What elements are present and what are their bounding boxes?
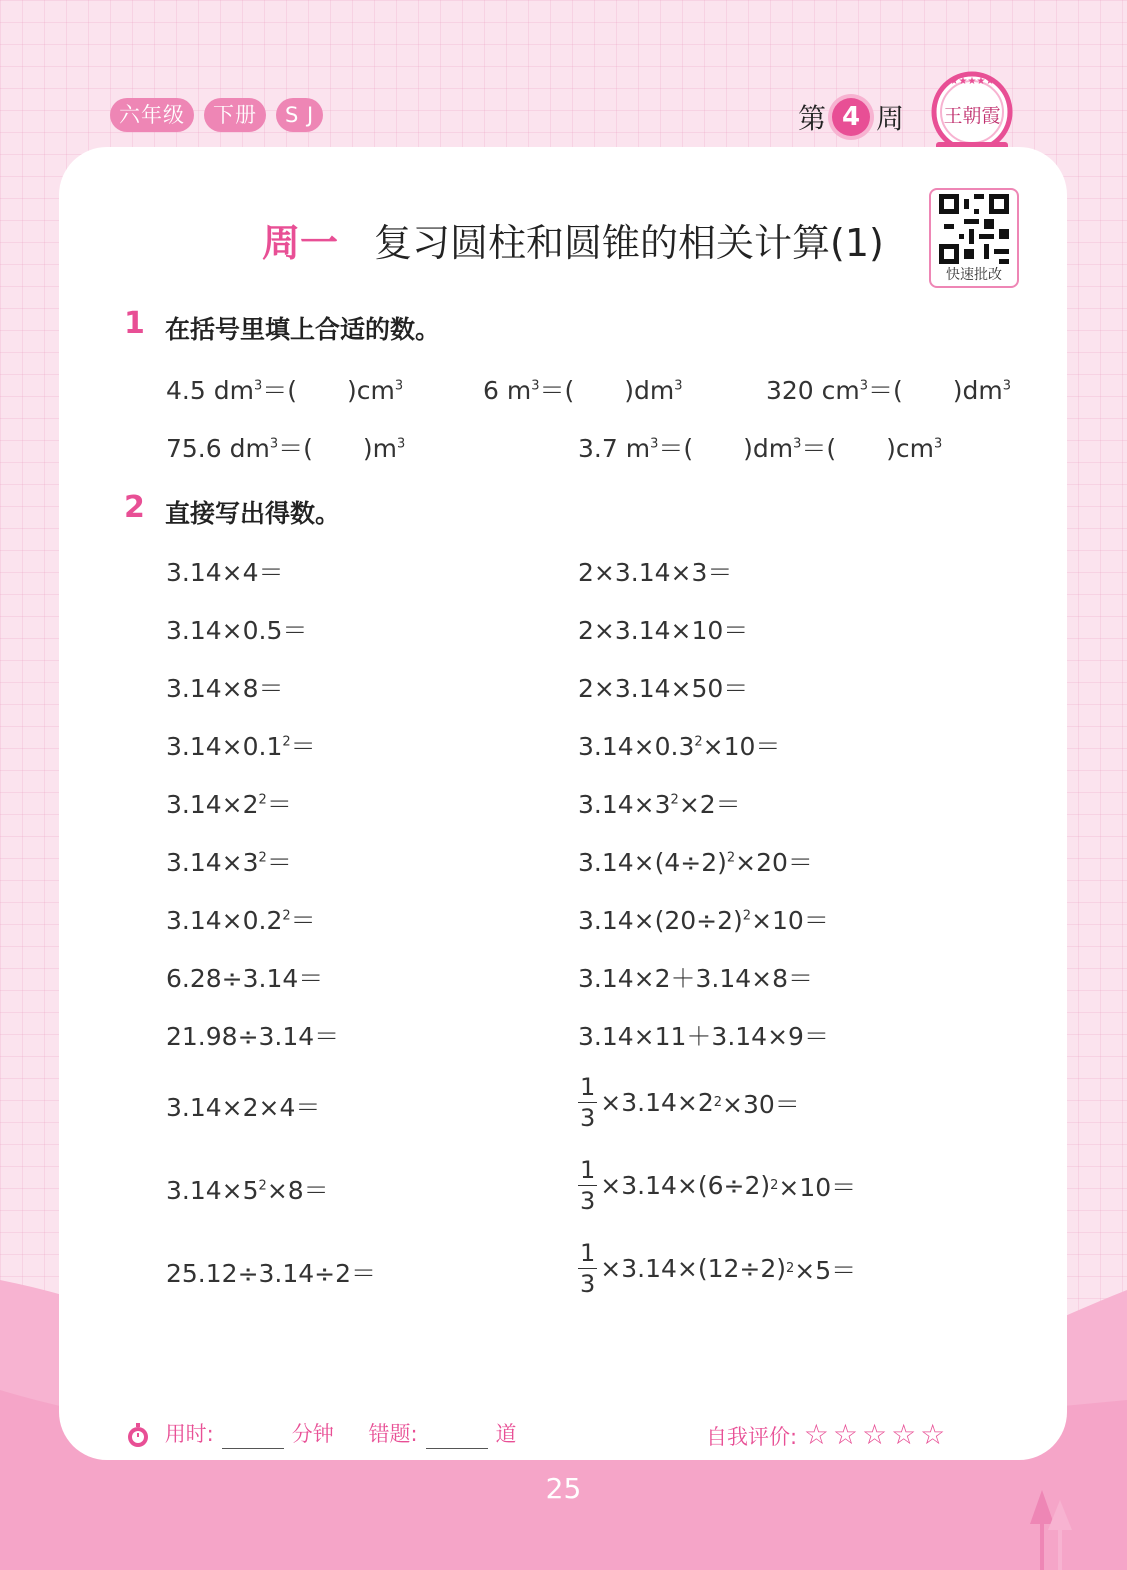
calculation-problem: $3.14\times 5^2\times 8=$: [166, 1176, 329, 1205]
calculation-problem: 2×3.14×3＝: [578, 558, 733, 587]
arrow-decoration-icon: [1030, 1490, 1074, 1570]
volume-badge: 下册: [204, 98, 266, 132]
grade-badge: 六年级: [110, 98, 194, 132]
unit-conversion-item: 3.7 $m^3=$( )$dm^3=$( )$cm^3$: [578, 434, 943, 463]
unit-conversion-item: 4.5 $dm^3=$( )$cm^3$: [166, 376, 404, 405]
unit-conversion-item: 6 $m^3=$( )$dm^3$: [483, 376, 683, 405]
calculation-problem: 2×3.14×50＝: [578, 674, 749, 703]
calculation-problem: 3.14×4＝: [166, 558, 284, 587]
title-topic: 复习圆柱和圆锥的相关计算(1): [374, 221, 884, 265]
week-number: 4: [832, 98, 870, 136]
week-indicator: [798, 97, 904, 137]
calculation-problem: $3.14\times(4\div 2)^2\times 20=$: [578, 848, 813, 877]
page-title: [262, 212, 884, 267]
qr-pattern-icon: [939, 194, 1009, 264]
fraction: $\frac{1}{3}$: [580, 1239, 596, 1298]
calculation-problem: $3.14\times 0.2^2=$: [166, 906, 316, 935]
qr-caption: 快速批改: [946, 267, 1002, 283]
fraction-calculation-problem: $\frac{1}{3}$ ×3.14×(6÷2) 2 ×10＝: [580, 1156, 857, 1215]
week-prefix: 第: [798, 102, 827, 135]
calculation-problem: $3.14\times 0.3^2\times 10=$: [578, 732, 781, 761]
calculation-problem: 3.14×2×4＝: [166, 1093, 321, 1122]
fraction: $\frac{1}{3}$: [580, 1156, 596, 1215]
calculation-problem: 3.14×0.5＝: [166, 616, 308, 645]
unit-conversion-item: 75.6 $dm^3=$( )$m^3$: [166, 434, 406, 463]
stopwatch-icon: [124, 1421, 152, 1449]
fraction-calculation-problem: $\frac{1}{3}$ ×3.14×(12÷2) 2 ×5＝: [580, 1239, 857, 1298]
grade-badges: [110, 98, 323, 132]
unit-conversion-item: 320 $cm^3=$( )$dm^3$: [766, 376, 1012, 405]
errors-label: 错题:: [368, 1422, 418, 1446]
calculation-problem: 3.14×11＋3.14×9＝: [578, 1022, 829, 1051]
errors-input[interactable]: [426, 1426, 488, 1449]
time-input[interactable]: [222, 1426, 284, 1449]
calculation-problem: 3.14×2＋3.14×8＝: [578, 964, 814, 993]
section-instruction-2: 直接写出得数。: [165, 499, 341, 528]
calculation-problem: $3.14\times 2^2=$: [166, 790, 292, 819]
svg-text:王朝霞: 王朝霞: [943, 105, 1001, 127]
edition-badge: S J: [276, 98, 323, 132]
svg-text:★★★★★: ★★★★★: [949, 76, 995, 87]
calculation-problem: 6.28÷3.14＝: [166, 964, 324, 993]
time-label: 用时:: [164, 1422, 214, 1446]
calculation-problem: 21.98÷3.14＝: [166, 1022, 340, 1051]
calculation-problem: $3.14\times 0.1^2=$: [166, 732, 316, 761]
section-number-2: 2: [124, 490, 145, 525]
fraction-calculation-problem: $\frac{1}{3}$ ×3.14×2 2 ×30＝: [580, 1073, 800, 1132]
self-eval-label: 自我评价:: [706, 1425, 798, 1449]
errors-unit: 道: [495, 1422, 517, 1446]
section-number-1: 1: [124, 306, 145, 341]
page-number: 25: [545, 1472, 582, 1505]
footer-stats: [124, 1418, 517, 1449]
section-instruction-1: 在括号里填上合适的数。: [165, 315, 441, 344]
calculation-problem: $3.14\times 3^2=$: [166, 848, 292, 877]
calculation-problem: 25.12÷3.14÷2＝: [166, 1259, 377, 1288]
title-day: 周一: [262, 221, 339, 265]
rating-stars[interactable]: ☆☆☆☆☆: [803, 1418, 950, 1451]
self-evaluation: [706, 1418, 949, 1451]
time-unit: 分钟: [291, 1422, 334, 1446]
qr-code[interactable]: [929, 188, 1019, 288]
week-suffix: 周: [876, 102, 905, 135]
calculation-problem: 3.14×8＝: [166, 674, 284, 703]
fraction: $\frac{1}{3}$: [580, 1073, 596, 1132]
calculation-problem: $3.14\times 3^2\times 2=$: [578, 790, 741, 819]
calculation-problem: 2×3.14×10＝: [578, 616, 749, 645]
calculation-problem: $3.14\times(20\div 2)^2\times 10=$: [578, 906, 829, 935]
